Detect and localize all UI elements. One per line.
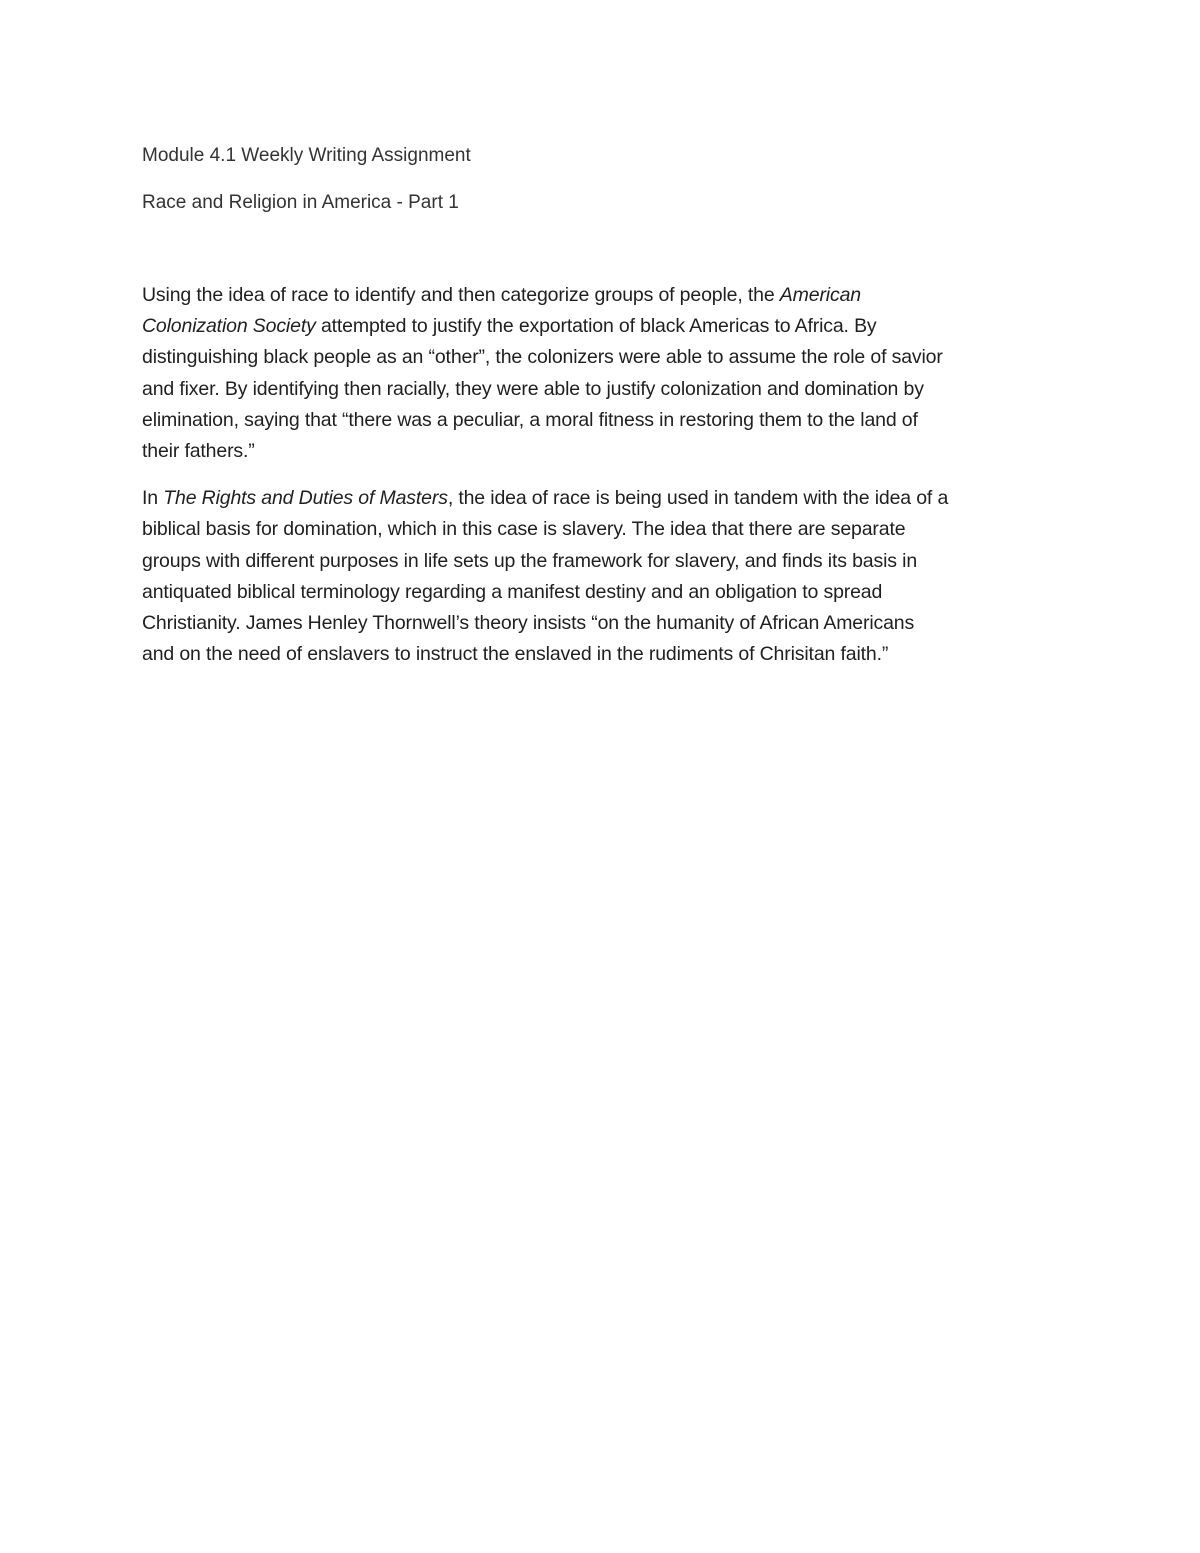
document-title: Module 4.1 Weekly Writing Assignment xyxy=(142,145,471,166)
paragraph-line: biblical basis for domination, which in this case is slavery. The idea that there are separate xyxy=(142,518,906,541)
paragraph-line: distinguishing black people as an “other”, the colonizers were able to assume the role of savior xyxy=(142,346,943,369)
paragraph-line: groups with different purposes in life sets up the framework for slavery, and finds its basis in xyxy=(142,549,918,572)
text-run: In xyxy=(142,487,164,510)
paragraph-1 xyxy=(142,280,1062,467)
paragraph-2 xyxy=(142,483,1062,670)
paragraph-line: their fathers.” xyxy=(142,440,255,463)
paragraph-line: antiquated biblical terminology regarding a manifest destiny and an obligation to spread xyxy=(142,580,883,603)
italic-title: American xyxy=(779,284,861,306)
paragraph-line xyxy=(142,280,1062,311)
paragraph-line xyxy=(142,311,1062,342)
text-run: Using the idea of race to identify and then categorize groups of people, the xyxy=(142,284,780,306)
paragraph-line: Christianity. James Henley Thornwell’s theory insists “on the humanity of African Americans xyxy=(142,612,915,635)
paragraph-line: and on the need of enslavers to instruct the enslaved in the rudiments of Chrisitan faith.” xyxy=(142,643,889,666)
italic-title: Colonization Society xyxy=(142,315,316,338)
document-body xyxy=(142,140,1062,686)
blank-line xyxy=(142,218,1062,280)
text-run: attempted to justify the exportation of black Americas to Africa. By xyxy=(315,315,877,338)
text-run: , the idea of race is being used in tandem with the idea of a xyxy=(447,487,949,510)
italic-title: The Rights and Duties of Masters xyxy=(163,487,448,510)
document-subtitle: Race and Religion in America - Part 1 xyxy=(142,192,459,213)
paragraph-line: elimination, saying that “there was a peculiar, a moral fitness in restoring them to the land of xyxy=(142,408,918,431)
paragraph-line: and fixer. By identifying then racially, they were able to justify colonization and domination by xyxy=(142,377,924,400)
paragraph-line xyxy=(142,483,1062,514)
